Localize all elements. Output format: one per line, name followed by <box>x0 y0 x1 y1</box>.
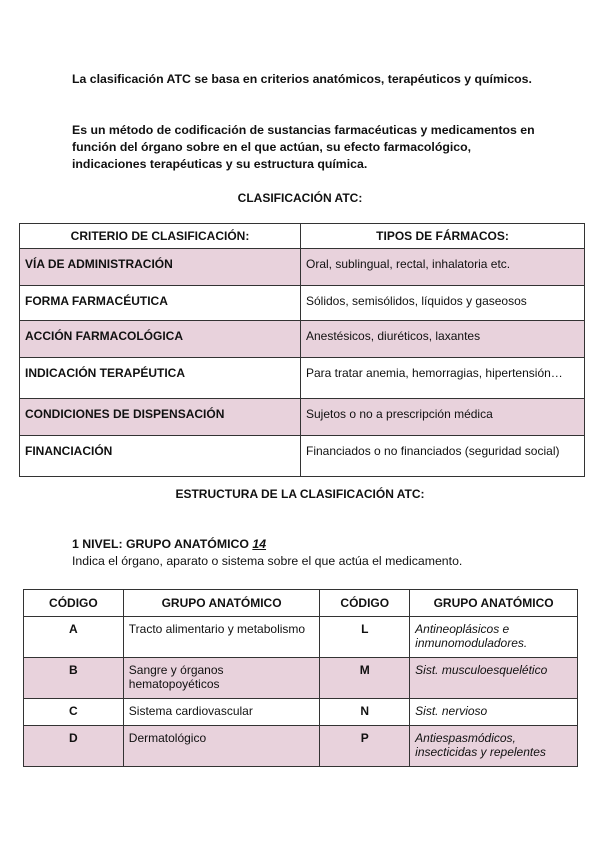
table-row <box>20 399 585 436</box>
table-row <box>24 726 578 767</box>
group-cell: Tracto alimentario y metabolismo <box>123 617 320 658</box>
clasificacion-table <box>19 223 585 477</box>
estructura-heading: ESTRUCTURA DE LA CLASIFICACIÓN ATC: <box>175 487 425 501</box>
table-row <box>20 249 585 286</box>
code-cell: B <box>24 658 124 699</box>
code-cell: M <box>320 658 410 699</box>
group-cell: Sangre y órganos hematopoyéticos <box>123 658 320 699</box>
code-cell: A <box>24 617 124 658</box>
criterio-cell: FINANCIACIÓN <box>20 436 301 477</box>
group-cell: Sistema cardiovascular <box>123 699 320 726</box>
table-header-row <box>24 590 578 617</box>
column-header: GRUPO ANATÓMICO <box>123 590 320 617</box>
table-row <box>20 436 585 477</box>
code-cell: N <box>320 699 410 726</box>
table-row <box>24 617 578 658</box>
table-row <box>20 286 585 321</box>
criterio-cell: VÍA DE ADMINISTRACIÓN <box>20 249 301 286</box>
table-header-row <box>20 224 585 249</box>
nivel-count: 14 <box>252 537 267 551</box>
code-cell: P <box>320 726 410 767</box>
criterio-cell: ACCIÓN FARMACOLÓGICA <box>20 321 301 358</box>
column-header: CÓDIGO <box>24 590 124 617</box>
tipos-cell: Anestésicos, diuréticos, laxantes <box>301 321 585 358</box>
tipos-cell: Oral, sublingual, rectal, inhalatoria etc. <box>301 249 585 286</box>
tipos-cell: Para tratar anemia, hemorragias, hipertensión… <box>301 358 585 399</box>
group-cell: Dermatológico <box>123 726 320 767</box>
code-cell: L <box>320 617 410 658</box>
criterio-cell: INDICACIÓN TERAPÉUTICA <box>20 358 301 399</box>
table-row <box>24 658 578 699</box>
intro-paragraph-2: Es un método de codificación de sustancias farmacéuticas y medicamentos en función del órgano sobre en el que actúan, su efecto farmacológico, indicaciones terapéuticas y su estructura química. <box>72 123 535 171</box>
table-row <box>20 321 585 358</box>
column-header: GRUPO ANATÓMICO <box>410 590 578 617</box>
table-row <box>24 699 578 726</box>
clasificacion-heading: CLASIFICACIÓN ATC: <box>237 191 363 205</box>
table-row <box>20 358 585 399</box>
column-header: TIPOS DE FÁRMACOS: <box>301 224 585 249</box>
nivel-title-text: 1 NIVEL: GRUPO ANATÓMICO <box>72 537 253 551</box>
intro-paragraph-1: La clasificación ATC se basa en criterios anatómicos, terapéuticos y químicos. <box>72 72 532 86</box>
code-cell: D <box>24 726 124 767</box>
nivel-title <box>72 537 266 551</box>
group-cell: Sist. nervioso <box>410 699 578 726</box>
criterio-cell: CONDICIONES DE DISPENSACIÓN <box>20 399 301 436</box>
group-cell: Antiespasmódicos, insecticidas y repelentes <box>410 726 578 767</box>
column-header: CÓDIGO <box>320 590 410 617</box>
code-cell: C <box>24 699 124 726</box>
tipos-cell: Sólidos, semisólidos, líquidos y gaseosos <box>301 286 585 321</box>
group-cell: Antineoplásicos e inmunomoduladores. <box>410 617 578 658</box>
group-cell: Sist. musculoesquelético <box>410 658 578 699</box>
criterio-cell: FORMA FARMACÉUTICA <box>20 286 301 321</box>
tipos-cell: Sujetos o no a prescripción médica <box>301 399 585 436</box>
nivel-description: Indica el órgano, aparato o sistema sobre el que actúa el medicamento. <box>72 554 463 568</box>
tipos-cell: Financiados o no financiados (seguridad social) <box>301 436 585 477</box>
grupo-anatomico-table <box>23 589 578 767</box>
column-header: CRITERIO DE CLASIFICACIÓN: <box>20 224 301 249</box>
